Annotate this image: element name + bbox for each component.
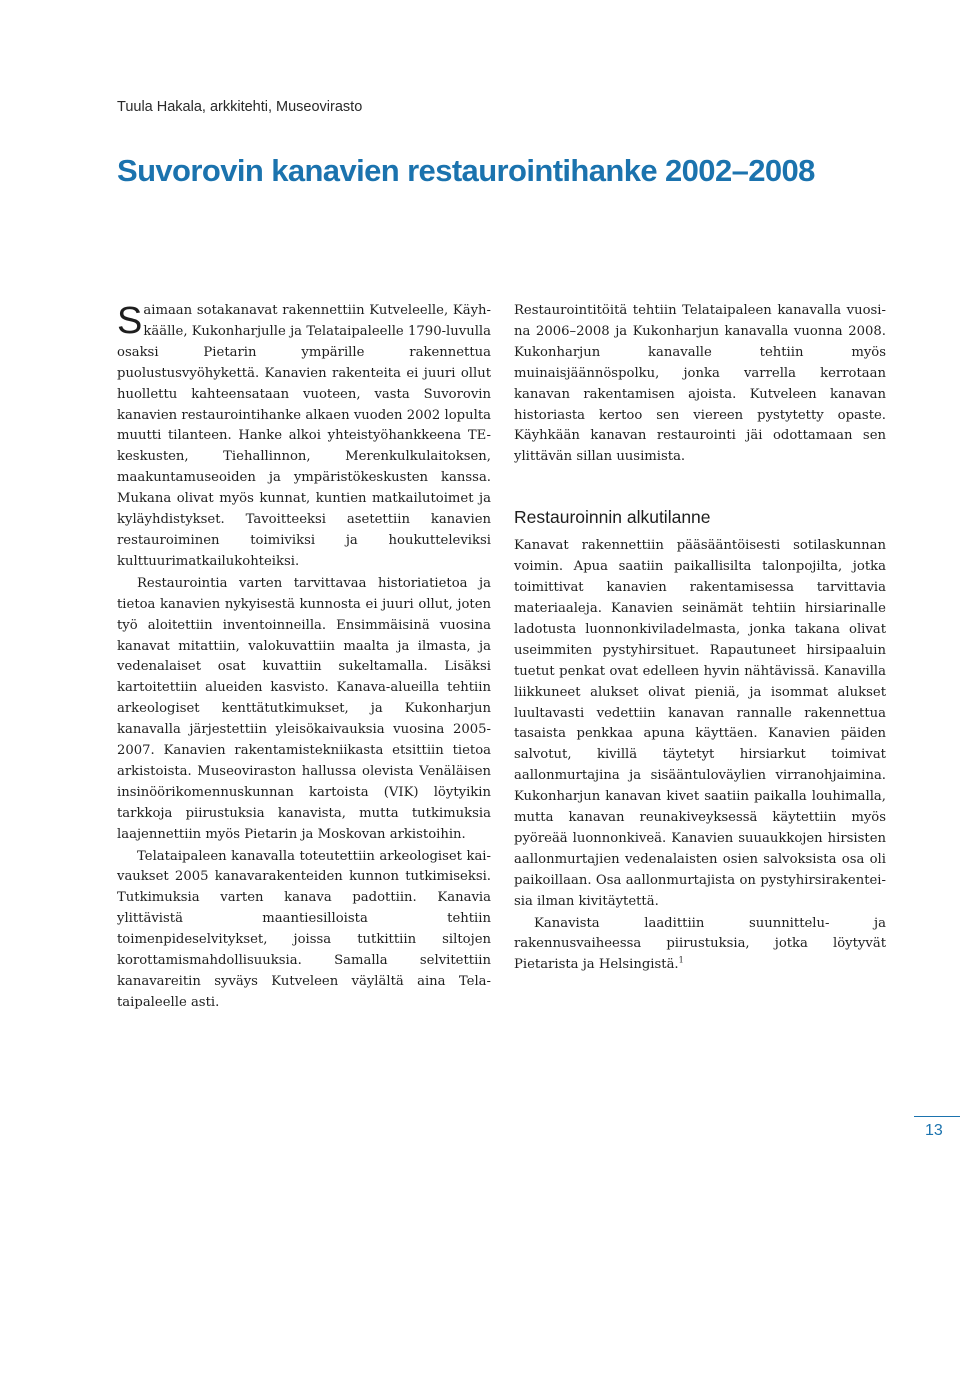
author-line: Tuula Hakala, arkkitehti, Museovirasto [117,99,363,115]
body-paragraph: Restaurointia varten tarvittavaa historiatietoa ja tietoa kanavien nykyisestä kunnosta ei juuri ollut, joten työ aloitettiin inventoinneilla. Ensimmäisinä vuosina kanavat mitattiin, valokuvattiin maalta ja ilmasta, ja vedenalaiset osat kuvattiin sukeltamalla. Lisäksi kartoitettiin alueiden kasvisto. Kanava-alueilla tehtiin arkeologiset kenttätutkimukset, ja Kukonharjun kanavalla järjestettiin yleisökaivauksia vuosina 2005- 2007. Kanavien rakentamistekniikasta etsittiin tietoa arkistoista. Museoviraston hallussa olevista Venäläisen insinöörikomennuskunnan kartoista (VIK) löytyikin tarkkoja piirustuksia kanavista, mutta tutkimuksia laajennettiin myös Pietarin ja Moskovan arkistoihin. [117,575,491,842]
intro-paragraph [117,301,491,573]
article-title: Suvorovin kanavien restaurointihanke 2002–2008 [117,153,815,188]
body-paragraph: Restaurointitöitä tehtiin Telataipaleen kanavalla vuosina 2006–2008 ja Kukonharjun kanavalla vuonna 2008. Kukonharjun kanavalle tehtiin myös muinaisjäännöspolku, jonka varrella kerrotaan kanavan rakentamisen ajoista. Kutveleen kanavan historiasta kertoo sen viereen pystytetty opaste. Käyhkään kanavan restaurointi jäi odottamaan sen ylittävän sillan uusimista. [514,303,886,465]
right-column [514,301,886,976]
body-paragraph [514,914,886,977]
page-number: 13 [925,1122,943,1139]
section-heading: Restauroinnin alkutilanne [514,507,711,528]
body-paragraph: Kanavat rakennettiin pääsääntöisesti sotilaskunnan voimin. Apua saatiin paikallisilta talonpojilta, jotka toimittivat kanavien rakentamisessa tarvittavia materiaaleja. Kanavien seinämät tehtiin hirsiarinalle ladotusta luonnonkiviladelmasta, jonka takana olivat useimmiten pystyhirsituet. Rapautuneet hirsipaaluin tuetut penkat ovat edelleen hyvin nähtävissä. Kanavilla liikkuneet alukset olivat pieniä, ja isommat alukset luultavasti vedettiin kanavan rannalle rakennettua tasaista penkkaa apuna käyttäen. Kanavien päiden salvotut, kivillä täytetyt hirsiarkut toimivat aallonmurtajina ja sisääntuloväylien virranohjaimina. Kukonharjun kanavan kivet saatiin paikalla louhimalla, mutta kanavan reunakiveyksessä käytettiin myös pyöreää luonnonkiveä. Kanavien suuaukkojen hirsisten aallonmurtajien vedenalaisten osien salvoksista osa oli paikoillaan. Osa aallonmurtajista on pystyhirsirakenteisia ilman kivitäytettä. [514,538,886,909]
drop-cap: S [117,300,143,342]
body-paragraph-text: Kanavista laadittiin suunnittelu- ja rakennusvaiheessa piirustuksia, jotka löytyvät Pietarista ja Helsingistä. [514,915,886,973]
body-paragraph: Telataipaleen kanavalla toteutettiin arkeologiset kaivaukset 2005 kanavarakenteiden kunnon tutkimiseksi. Tutkimuksia varten kanava padottiin. Kanavia ylittävistä maantiesilloista tehtiin toimenpideselvitykset, joissa tutkittiin siltojen korottamismahdollisuuksia. Samalla selvitettiin kanavareitin syväys Kutveleen väylältä aina Telataipaleelle asti. [117,848,491,1010]
left-column [117,301,491,1014]
page-number-rule [914,1116,960,1117]
intro-paragraph-text: aimaan sotakanavat rakennettiin Kutveleelle, Käyhkäälle, Kukonharjulle ja Telataipaleelle 1790-luvulla osaksi Pietarin ympärille rakennettua puolustusvyöhykettä. Kanavien rakenteita ei juuri ollut huollettu kahteensataan vuoteen, vasta Suvorovin kanavien restaurointihanke alkaen vuoden 2002 lopulta muutti tilanteen. Hanke alkoi yhteistyöhankkeena TE-keskusten, Tiehallinnon, Merenkulkulaitoksen, maakuntamuseoiden ja ympäristökeskusten kanssa. Mukana olivat myös kunnat, kuntien matkailutoimet ja kyläyhdistykset. Tavoitteeksi asetettiin kanavien restauroiminen toimiviksi ja houkutteleviksi kulttuurimatkailukohteiksi. [117,303,491,569]
footnote-reference: 1 [678,955,684,965]
